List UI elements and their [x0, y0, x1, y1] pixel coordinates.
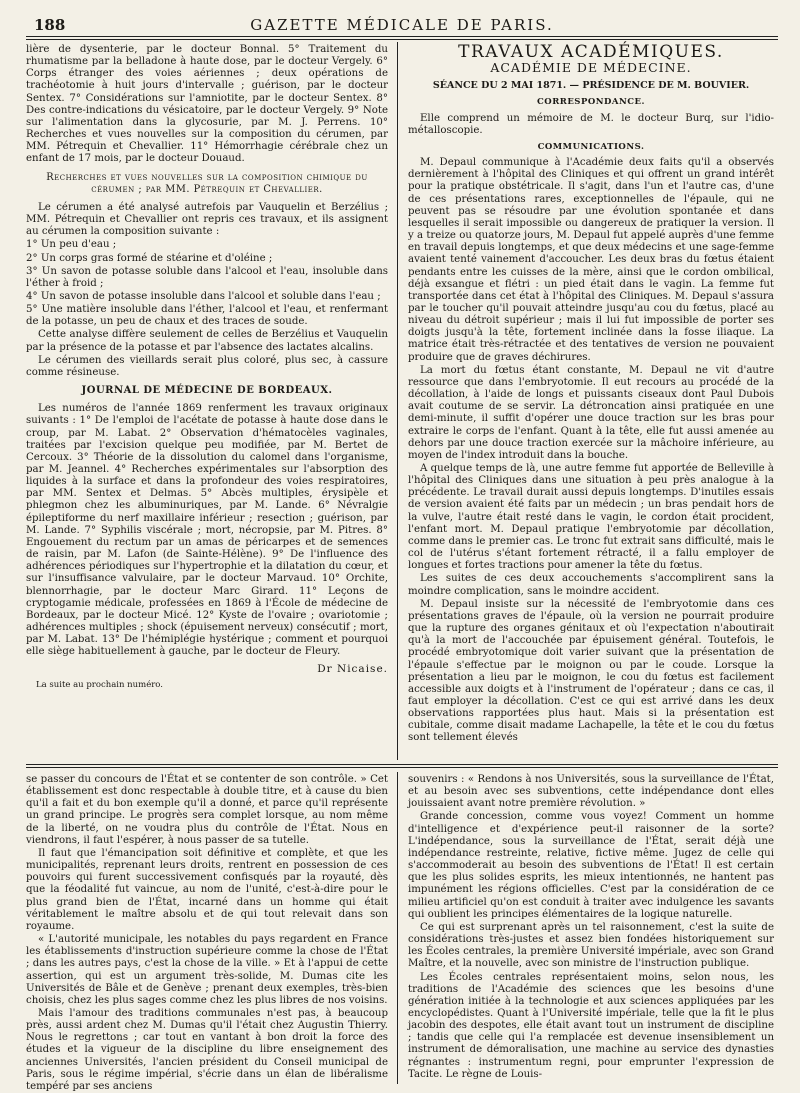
list-item: 2° Un corps gras formé de stéarine et d'oléine ;	[26, 252, 273, 264]
column-divider	[397, 42, 398, 760]
paragraph: M. Depaul communique à l'Académie deux faits qu'il a observés dernièrement à l'hôpital des Cliniques et qui offrent un grand intérêt pour la pratique obstétricale. Il s'agit, dans l'un et l'autre cas, d'une de ces présentations rares, exceptionnelles de l'épaule, qui ne peuvent pas se résoudre par une évolution spontanée et dans lesquelles il serait impossible ou dangereux de pratiquer la version. Il y a treize ou quatorze jours, M. Depaul fut appelé auprès d'une femme en travail depuis longtemps, et que deux médecins et une sage-femme avaient tenté vainement d'accoucher. Les deux bras du fœtus étaient pendants entre les cuisses de la mère, ainsi que le cordon ombilical, déjà exsangue et flétri : un pied était dans le vagin. La femme fut transportée dans cet état à l'hôpital des Cliniques. M. Depaul s'assura par le toucher qu'il pouvait atteindre jusqu'au cou du fœtus, placé au niveau du détroit supérieur ; mais il lui fut impossible de porter ses doigts jusqu'à la tête, fortement inclinée dans la fosse iliaque. La matrice était très-rétractée et des tentatives de version ne pouvaient produire que de graves déchirures.	[408, 157, 774, 363]
paragraph: Le cérumen des vieillards serait plus coloré, plus sec, à cassure comme résineuse.	[26, 354, 388, 378]
upper-left-column	[26, 44, 388, 758]
signature: Dr Nicaise.	[317, 662, 388, 675]
paragraph: Mais l'amour des traditions communales n'est pas, à beaucoup près, aussi ardent chez M. Dumas qu'il l'était chez Augustin Thierry. Nous le regrettons ; car tout en vantant à bon droit la force des études et la vigueur de la discipline du libre enseignement des anciennes Universités, l'ancien président du Conseil municipal de Paris, sous le régime impérial, s'écrie dans un élan de libéralisme tempéré par ses anciens	[26, 1007, 388, 1092]
session-heading: SÉANCE DU 2 MAI 1871. — PRÉSIDENCE DE M. BOUVIER.	[432, 80, 750, 92]
paragraph: Cette analyse diffère seulement de celles de Berzélius et Vauquelin par la présence de la potasse et par l'absence des lactates alcalins.	[26, 329, 388, 353]
subsection-heading: CORRESPONDANCE.	[537, 97, 645, 108]
section-rule	[26, 764, 778, 765]
paragraph: Les suites de ces deux accouchements s'accomplirent sans la moindre complication, sans le moindre accident.	[408, 573, 774, 597]
paragraph: Les Écoles centrales représentaient moins, selon nous, les traditions de l'Académie des sciences que les besoins d'une génération initiée à la technologie et aux sciences appliquées par les encyclopédistes. Quant à l'Université impériale, telle que la fit le plus jacobin des despotes, elle était avant tout un instrument de discipline ; tandis que celle qui l'a remplacée est devenue insensiblement un instrument de démoralisation, une machine au service des dynasties régnantes : instrumentum regni, pour emprunter l'expression de Tacite. Le règne de Louis-	[408, 971, 774, 1080]
paragraph: Grande concession, comme vous voyez! Comment un homme d'intelligence et d'expérience peut-il raisonner de la sorte? L'indépendance, sous la surveillance de l'État, serait déjà une indépendance restreinte, relative, fictive même. Jugez de celle qui s'accommoderait au besoin des subventions de l'État! Il est certain que les plus solides esprits, les mieux intentionnés, ne hantent pas impunément les régions officielles. C'est par la considération de ce milieu artificiel qu'on est conduit à traiter avec indulgence les savants qui oublient les principes élémentaires de la logique naturelle.	[408, 811, 774, 920]
paragraph: Ce qui est surprenant après un tel raisonnement, c'est la suite de considérations très-justes et assez bien fondées historiquement sur les Écoles centrales, la première Université impériale, avec son Grand Maître, et la nouvelle, avec son ministre de l'instruction publique.	[408, 921, 774, 970]
continued-note: La suite au prochain numéro.	[36, 679, 163, 690]
section-title: TRAVAUX ACADÉMIQUES.	[458, 42, 724, 62]
paragraph: M. Depaul insiste sur la nécessité de l'embryotomie dans ces présentations graves de l'épaule, où la version ne pourrait produire que la rupture des organes génitaux et où l'expectation n'aboutirait qu'à la mort de l'accouchée par épuisement général. Toutefois, le procédé embryotomique doit varier suivant que la présentation de l'épaule s'effectue par le moignon ou par le coude. Lorsque la présentation a lieu par le moignon, le cou du fœtus est facilement accessible aux doigts et à l'instrument de l'opérateur ; dans ce cas, il faut employer la décollation. C'est ce qui est arrivé dans les deux observations rapportées plus haut. Mais si la présentation est cubitale, comme disait madame Lachapelle, la tête et le cou du fœtus sont tellement élevés	[408, 598, 774, 744]
paragraph: se passer du concours de l'État et se contenter de son contrôle. » Cet établissement est donc respectable à double titre, et à cause du bien qu'il a fait et du bon exemple qu'il a donné, et parce qu'il représente un grand principe. Le progrès sera complet lorsque, au nom même de la liberté, on ne voudra plus du contrôle de l'État. Nous en viendrons, il faut l'espérer, à nous passer de sa tutelle.	[26, 774, 388, 846]
list-item: 5° Une matière insoluble dans l'éther, l'alcool et l'eau, et renfermant de la potasse, un peu de chaux et des traces de soude.	[26, 304, 388, 328]
list-item: 3° Un savon de potasse soluble dans l'alcool et l'eau, insoluble dans l'éther à froid ;	[26, 265, 388, 289]
page-number: 188	[34, 16, 66, 34]
section-title: JOURNAL DE MÉDECINE DE BORDEAUX.	[81, 385, 333, 397]
section-title: Recherches et vues nouvelles sur la composition chimique du cérumen ; par MM. Pétrequin et Chevallier.	[46, 171, 368, 195]
paragraph: Il faut que l'émancipation soit définitive et complète, et que les municipalités, reprenant leurs droits, rentrent en possession de ces pouvoirs qui furent successivement confisqués par la royauté, dès que la féodalité fut vaincue, au nom de l'unité, c'est-à-dire pour le plus grand bien de l'État, incarné dans un homme qui était véritablement le maître absolu et de qui tout relevait dans son royaume.	[26, 847, 388, 932]
paragraph: souvenirs : « Rendons à nos Universités, sous la surveillance de l'État, et au besoin avec ses subventions, cette indépendance dont elles jouissaient avant notre première révolution. »	[408, 774, 774, 810]
section-rule-2	[26, 767, 778, 768]
list-item: 1° Un peu d'eau ;	[26, 239, 117, 251]
list-item: 4° Un savon de potasse insoluble dans l'alcool et soluble dans l'eau ;	[26, 290, 381, 302]
list-continuation: lière de dysenterie, par le docteur Bonnal. 5° Traitement du rhumatisme par la belladone à haute dose, par le docteur Vergely. 6° Corps étranger des voies aériennes ; deux opérations de trachéotomie à huit jours d'intervalle ; guérison, par le docteur Sentex. 7° Considérations sur l'amniotite, par le docteur Sentex. 8° Des contre-indications du vésicatoire, par le docteur Vergely. 9° Note sur l'alimentation dans la glycosurie, par M. J. Perrens. 10° Recherches et vues nouvelles sur la composition du cérumen, par MM. Pétrequin et Chevallier. 11° Hémorrhagie cérébrale chez un enfant de 17 mois, par le docteur Douaud.	[26, 44, 388, 165]
page-header	[26, 14, 778, 36]
paragraph: Les numéros de l'année 1869 renferment les travaux originaux suivants : 1° De l'emploi de l'acétate de potasse à haute dose dans le croup, par M. Labat. 2° Observation d'hématocèles vaginales, traitées par l'excision quelque peu modifiée, par M. Bertet de Cercoux. 3° Théorie de la dissolution du calomel dans l'organisme, par M. Jeannel. 4° Recherches expérimentales sur l'absorption des liquides à la surface et dans la profondeur des voies respiratoires, par MM. Sentex et Delmas. 5° Abcès multiples, érysipèle et phlegmon chez les albuminuriques, par M. Lande. 6° Névralgie épileptiforme du nerf maxillaire inférieur ; resection ; guérison, par M. Lande. 7° Syphilis viscérale ; mort, nécropsie, par M. Pitres. 8° Engouement du rectum par un amas de péricarpes et de semences de raisin, par M. Lafon (de Sainte-Hélène). 9° De l'influence des adhérences périodiques sur l'hypertrophie et la dilatation du cœur, et sur l'insuffisance valvulaire, par le docteur Marvaud. 10° Orchite, blennorrhagie, par le docteur Marc Girard. 11° Leçons de cryptogamie médicale, professées en 1869 à l'École de médecine de Bordeaux, par le docteur Micé. 12° Kyste de l'ovaire ; ovariotomie ; adhérences multiples ; shock (épuisement nerveux) consécutif ; mort, par M. Labat. 13° De l'hémiplégie hystérique ; comment et pourquoi elle siège habituellement à gauche, par le docteur de Fleury.	[26, 403, 388, 658]
header-rule-2	[26, 39, 778, 40]
lower-right-column	[408, 774, 774, 1084]
header-rule	[26, 36, 778, 37]
composition-list	[26, 239, 388, 328]
paragraph: Elle comprend un mémoire de M. le docteur Burq, sur l'idio-métalloscopie.	[408, 112, 774, 136]
upper-right-column	[408, 44, 774, 758]
lower-left-column	[26, 774, 388, 1092]
paragraph: Le cérumen a été analysé autrefois par Vauquelin et Berzélius ; MM. Pétrequin et Chevallier ont repris ces travaux, et ils assignent au cérumen la composition suivante :	[26, 201, 388, 238]
journal-title: GAZETTE MÉDICALE DE PARIS.	[250, 16, 554, 34]
paragraph: La mort du fœtus étant constante, M. Depaul ne vit d'autre ressource que dans l'embryotomie. Il eut recours au procédé de la décollation, à l'aide de longs et puissants ciseaux dont Paul Dubois avait coutume de se servir. La détroncation ainsi pratiquée en une demi-minute, il suffit d'opérer une douce traction sur les bras pour extraire le corps de l'enfant. Quant à la tête, elle fut aussi amenée au dehors par une douce traction exercée sur la mâchoire inférieure, au moyen de l'index introduit dans la bouche.	[408, 364, 774, 461]
column-divider	[397, 772, 398, 1084]
paragraph: A quelque temps de là, une autre femme fut apportée de Belleville à l'hôpital des Cliniques dans une situation à peu près analogue à la précédente. Le travail durait aussi depuis longtemps. D'inutiles essais de version avaient été faits par un médecin ; un bras pendait hors de la vulve, l'autre était resté dans le vagin, le cordon était procident, l'enfant mort. M. Depaul pratique l'embryotomie par décollation, comme dans le premier cas. Le tronc fut extrait sans difficulté, mais le col de l'utérus s'étant fortement rétracté, il a fallu employer de longues et fortes tractions pour amener la tête du fœtus.	[408, 463, 774, 572]
section-subtitle: ACADÉMIE DE MÉDECINE.	[490, 60, 692, 76]
paragraph: « L'autorité municipale, les notables du pays regardent en France les établissements d'instruction supérieure comme la chose de l'État ; dans les autres pays, c'est la chose de la ville. » Et à l'appui de cette assertion, qui est un argument très-solide, M. Dumas cite les Universités de Bâle et de Genève ; prenant deux exemples, très-bien choisis, chez les plus sages comme chez les plus libres de nos voisins.	[26, 934, 388, 1006]
subsection-heading: COMMUNICATIONS.	[537, 141, 645, 152]
